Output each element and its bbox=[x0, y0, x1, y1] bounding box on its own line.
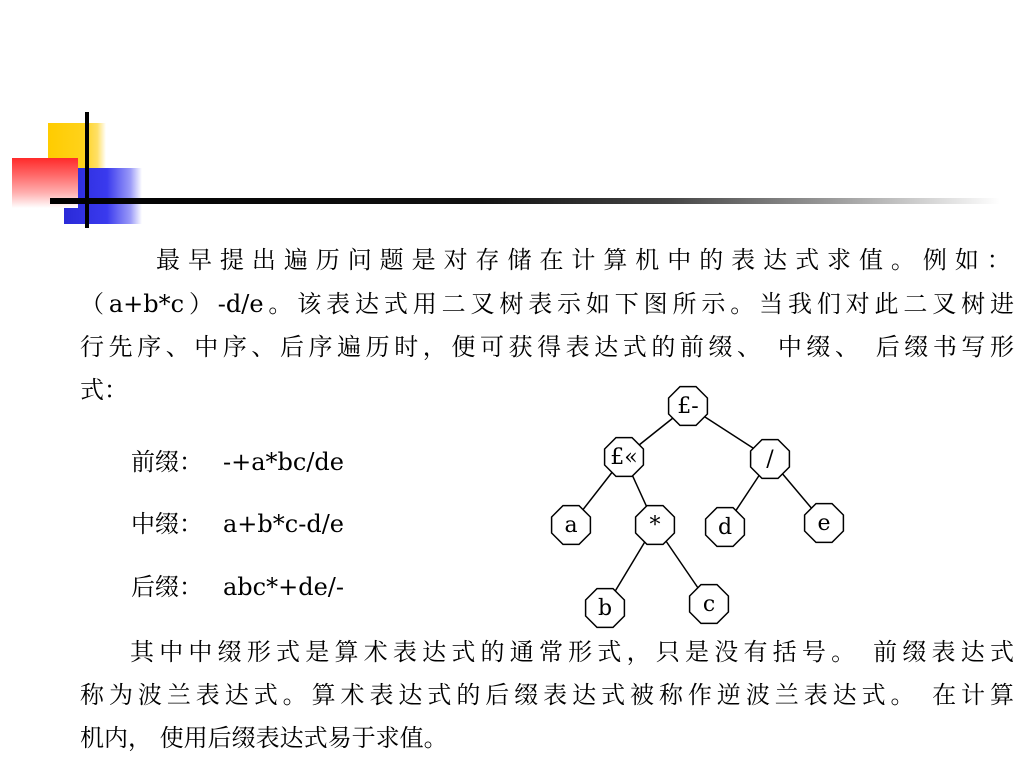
tree-node-label: * bbox=[649, 513, 661, 538]
postfix-label: 后缀： bbox=[131, 573, 203, 601]
tree-node-a bbox=[552, 506, 591, 545]
tree-node-root bbox=[669, 387, 708, 426]
tree-node-label: £- bbox=[677, 394, 699, 419]
tree-node-c bbox=[690, 585, 729, 624]
paragraph1-line3: 行先序、中序、后序遍历时，便可获得表达式的前缀、 中缀、 后缀书写形 bbox=[80, 333, 1014, 361]
tree-node-d bbox=[706, 508, 745, 547]
tree-node-label: d bbox=[717, 515, 733, 540]
infix-value: a+b*c-d/e bbox=[223, 510, 344, 538]
prefix-value: -+a*bc/de bbox=[223, 448, 344, 476]
tree-node-label: b bbox=[597, 596, 613, 621]
prefix-label: 前缀： bbox=[131, 448, 203, 476]
tree-node-label: / bbox=[766, 447, 774, 472]
tree-node-label: a bbox=[564, 513, 578, 538]
paragraph2-line1: 其中中缀形式是算术表达式的通常形式，只是没有括号。 前缀表达式 bbox=[130, 638, 1014, 666]
paragraph1-line4: 式： bbox=[80, 376, 128, 404]
tree-node-plus bbox=[605, 438, 644, 477]
tree-node-b bbox=[586, 589, 625, 628]
tree-node-label: e bbox=[817, 511, 831, 536]
paragraph1-line2: （a+b*c）-d/e。该表达式用二叉树表示如下图所示。当我们对此二叉树进 bbox=[80, 290, 1014, 318]
infix-label: 中缀： bbox=[131, 510, 203, 538]
tree-node-mul bbox=[636, 506, 675, 545]
tree-node-label: c bbox=[702, 592, 716, 617]
paragraph2-line2: 称为波兰表达式。算术表达式的后缀表达式被称作逆波兰表达式。 在计算 bbox=[80, 681, 1014, 709]
tree-node-div bbox=[751, 440, 790, 479]
tree-node-e bbox=[805, 504, 844, 543]
postfix-value: abc*+de/- bbox=[223, 573, 344, 601]
paragraph1-line1: 最早提出遍历问题是对存储在计算机中的表达式求值。例如： bbox=[156, 246, 1014, 274]
tree-node-label: £« bbox=[610, 445, 638, 470]
paragraph2-line3: 机内， 使用后缀表达式易于求值。 bbox=[80, 724, 448, 752]
